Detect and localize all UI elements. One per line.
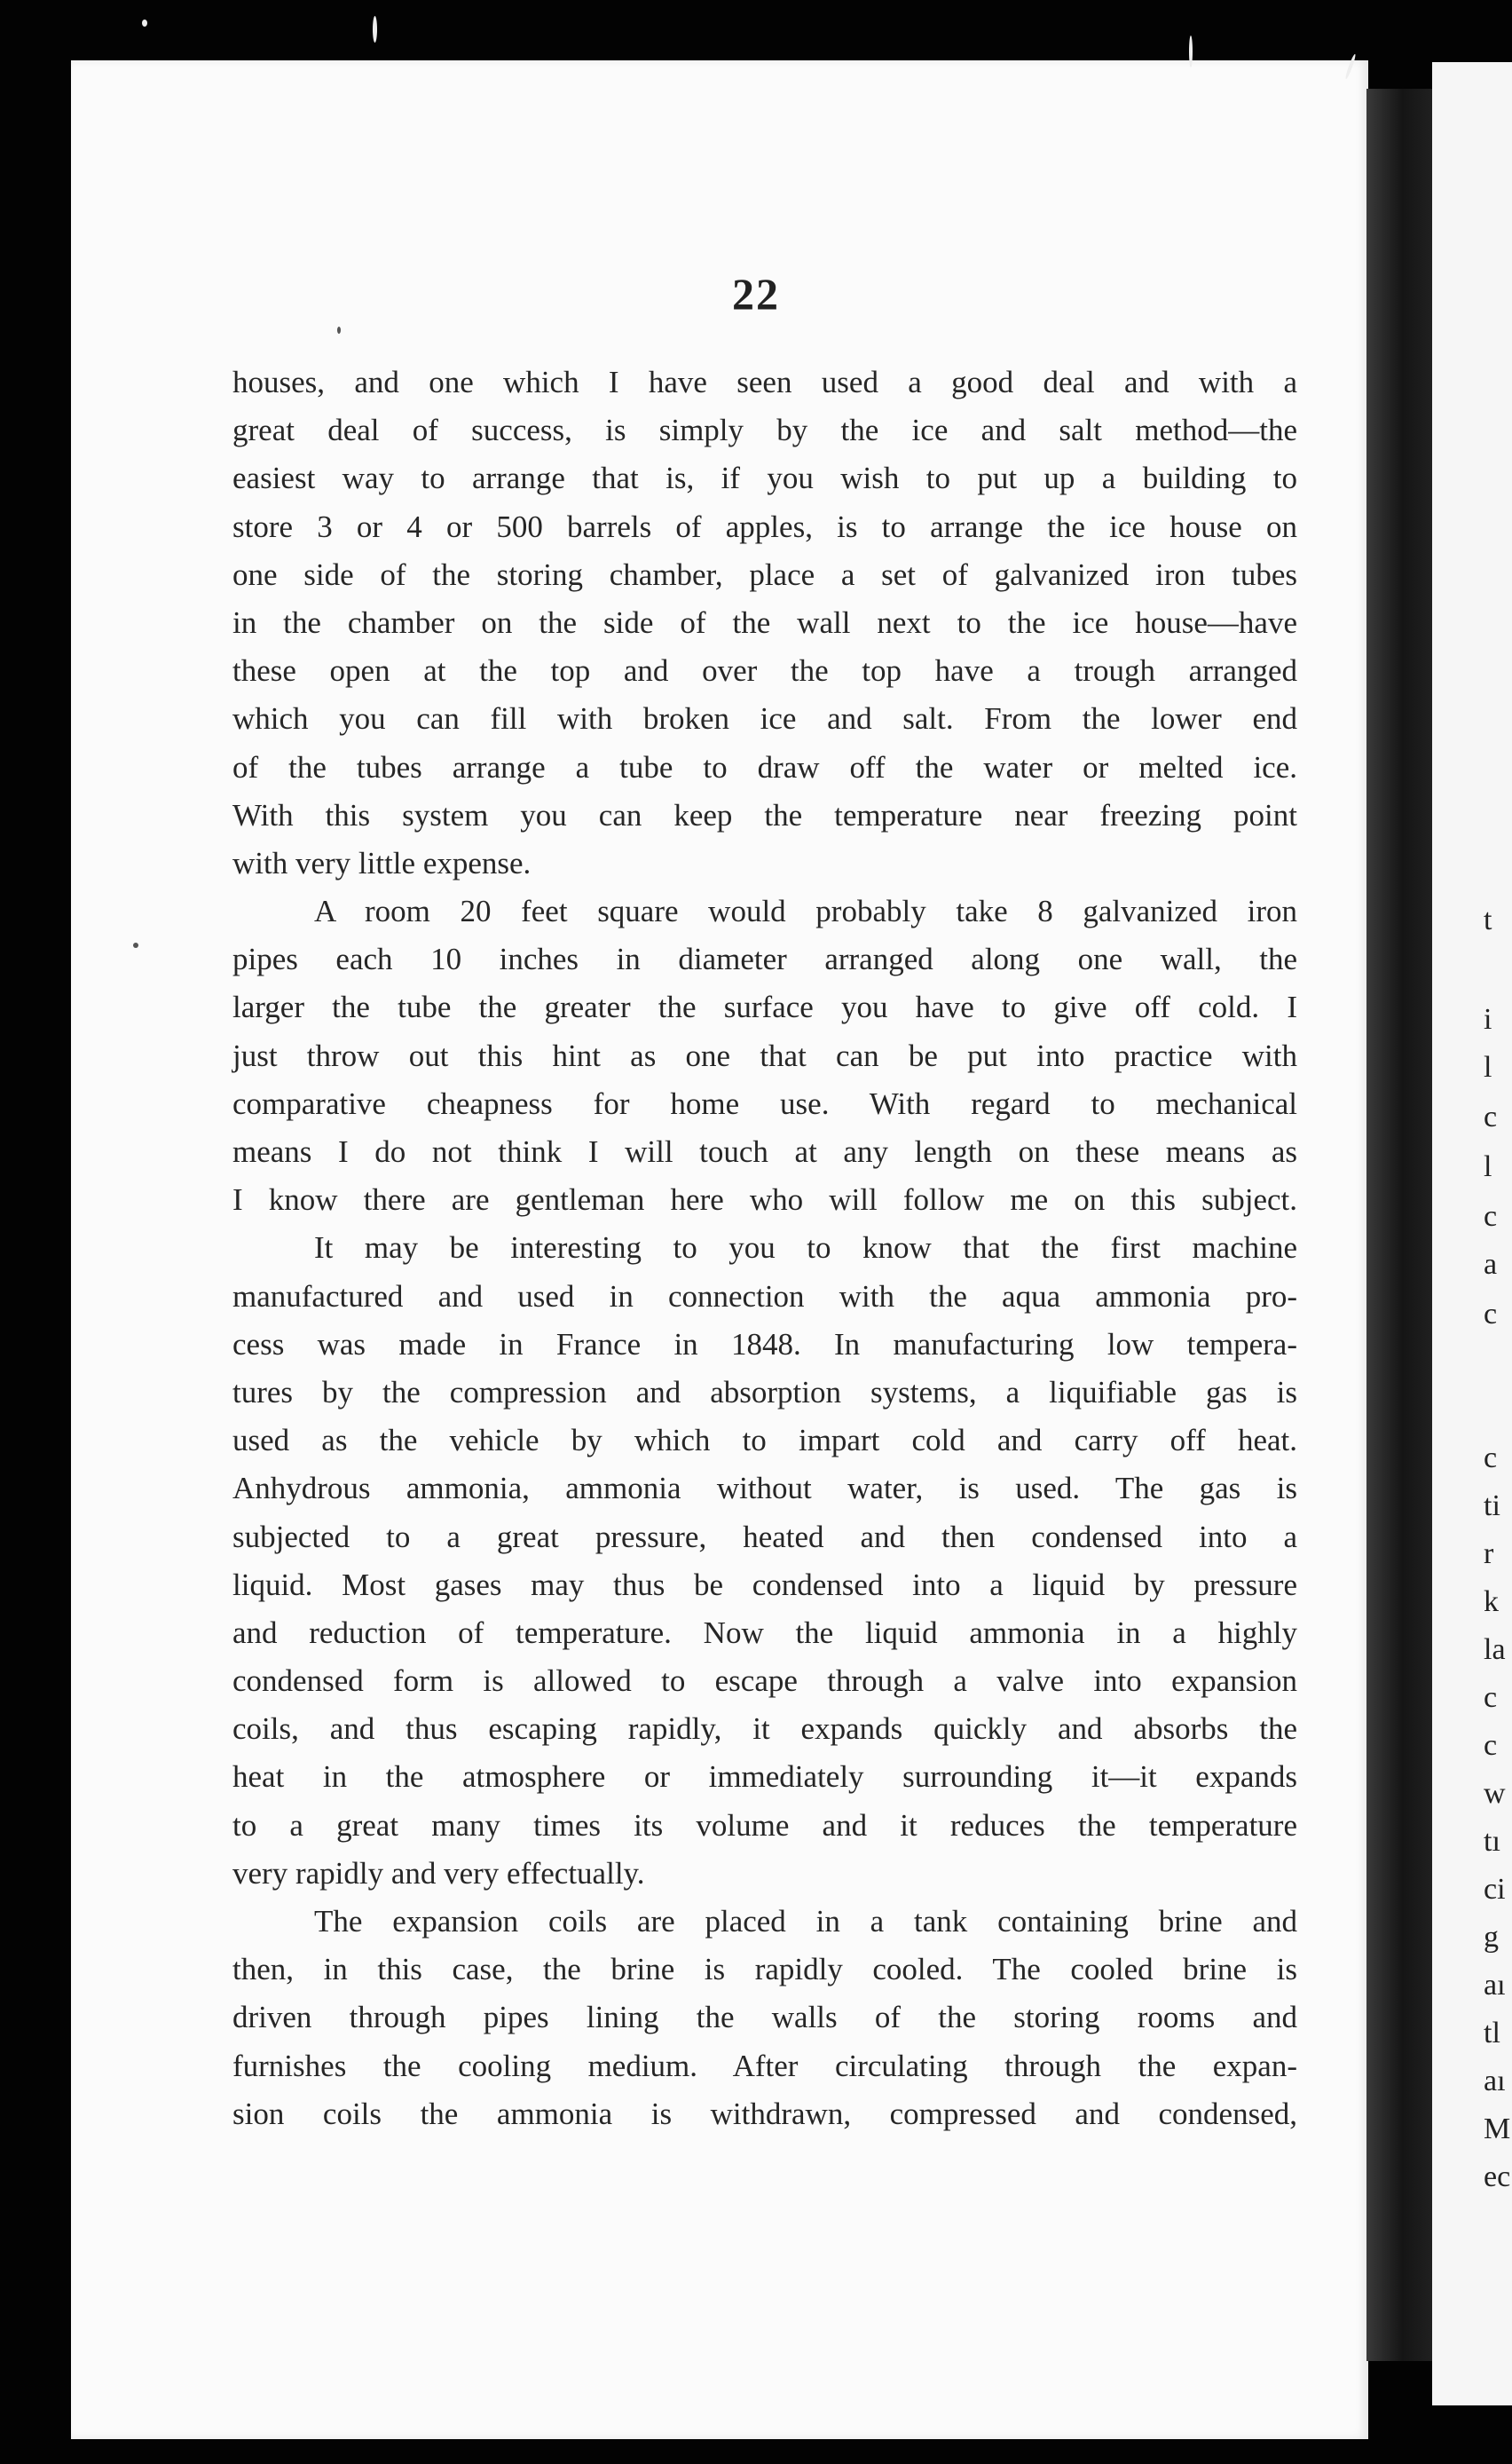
text-line: one side of the storing chamber, place a set of galvanized iron tubes: [232, 557, 1297, 592]
page-gutter-shadow: [1366, 89, 1432, 2361]
text-line: of the tubes arrange a tube to draw off the water or melted ice.: [232, 749, 1297, 785]
text-line: condensed form is allowed to escape through a valve into expansion: [232, 1663, 1297, 1699]
facing-page-fragment: c: [1484, 1200, 1498, 1233]
text-line: which you can fill with broken ice and salt. From the lower end: [232, 701, 1297, 737]
facing-page-fragment: l: [1484, 1051, 1492, 1084]
text-line: then, in this case, the brine is rapidly cooled. The cooled brine is: [232, 1952, 1297, 1987]
text-line: means I do not think I will touch at any length on these means as: [232, 1134, 1297, 1169]
page-body: [232, 359, 1297, 2138]
facing-page-fragment: r: [1484, 1537, 1494, 1570]
text-line: very rapidly and very effectually.: [232, 1855, 645, 1891]
text-line: driven through pipes lining the walls of the storing rooms and: [232, 2000, 1297, 2035]
page-number: 22: [732, 269, 780, 319]
facing-page-fragment: c: [1484, 1441, 1498, 1474]
facing-page-fragment: ec: [1484, 2160, 1511, 2193]
text-line: great deal of success, is simply by the ice and salt method—the: [232, 413, 1297, 448]
facing-page-fragment: c: [1484, 1729, 1498, 1762]
facing-page-fragment: g: [1484, 1921, 1499, 1954]
text-line: manufactured and used in connection with the aqua ammonia pro-: [232, 1278, 1297, 1314]
paragraph: [232, 359, 1297, 888]
facing-page-fragment: t: [1484, 904, 1492, 936]
paragraph: [232, 1224, 1297, 1898]
paragraph: [232, 888, 1297, 1224]
text-line: furnishes the cooling medium. After circulating through the expan-: [232, 2048, 1297, 2083]
text-line: and reduction of temperature. Now the liquid ammonia in a highly: [232, 1615, 1297, 1650]
text-line: to a great many times its volume and it reduces the temperature: [232, 1807, 1297, 1843]
text-line: just throw out this hint as one that can be put into practice with: [232, 1038, 1297, 1073]
text-line: sion coils the ammonia is withdrawn, compressed and condensed,: [232, 2096, 1297, 2131]
scan-speck: [337, 327, 341, 334]
text-line: Anhydrous ammonia, ammonia without water, is used. The gas is: [232, 1471, 1297, 1506]
facing-page-fragment: ci: [1484, 1873, 1506, 1906]
text-line: larger the tube the greater the surface you have to give off cold. I: [232, 990, 1297, 1025]
text-line: liquid. Most gases may thus be condensed into a liquid by pressure: [232, 1567, 1297, 1602]
facing-page-fragment: M: [1484, 2113, 1511, 2145]
facing-page-fragment: tı: [1484, 1825, 1500, 1858]
text-line: these open at the top and over the top have a trough arranged: [232, 653, 1297, 689]
scan-speck: [142, 20, 147, 27]
text-line: A room 20 feet square would probably take 8 galvanized iron: [314, 894, 1297, 929]
text-line: tures by the compression and absorption systems, a liquifiable gas is: [232, 1374, 1297, 1410]
facing-page-fragment: i: [1484, 1003, 1492, 1036]
text-line: in the chamber on the side of the wall next to the ice house—have: [232, 604, 1297, 640]
facing-page-edge: [1432, 62, 1512, 2405]
facing-page-fragment: k: [1484, 1585, 1499, 1618]
text-line: With this system you can keep the temperature near freezing point: [232, 797, 1297, 833]
text-line: pipes each 10 inches in diameter arranged along one wall, the: [232, 942, 1297, 977]
text-line: The expansion coils are placed in a tank containing brine and: [314, 1904, 1297, 1939]
paragraph: [232, 1898, 1297, 2138]
text-line: It may be interesting to you to know that the first machine: [314, 1230, 1297, 1266]
text-line: coils, and thus escaping rapidly, it expands quickly and absorbs the: [232, 1711, 1297, 1747]
text-line: comparative cheapness for home use. With regard to mechanical: [232, 1086, 1297, 1121]
facing-page-fragment: c: [1484, 1298, 1498, 1331]
text-line: subjected to a great pressure, heated and then condensed into a: [232, 1519, 1297, 1554]
facing-page-fragment: c: [1484, 1101, 1498, 1133]
text-line: cess was made in France in 1848. In manufacturing low tempera-: [232, 1326, 1297, 1362]
text-line: with very little expense.: [232, 845, 532, 881]
scan-speck: [373, 16, 377, 43]
text-line: houses, and one which I have seen used a good deal and with a: [232, 365, 1297, 399]
facing-page-fragment: la: [1484, 1633, 1506, 1666]
facing-page-fragment: ti: [1484, 1489, 1500, 1522]
scan-speck: [1189, 36, 1193, 67]
text-line: heat in the atmosphere or immediately surrounding it—it expands: [232, 1759, 1297, 1795]
text-line: store 3 or 4 or 500 barrels of apples, is to arrange the ice house on: [232, 509, 1297, 544]
facing-page-fragment: aı: [1484, 1969, 1506, 2002]
facing-page-fragment: c: [1484, 1681, 1498, 1714]
facing-page-fragment: tl: [1484, 2017, 1500, 2049]
facing-page-fragment: aı: [1484, 2065, 1506, 2097]
facing-page-fragment: l: [1484, 1150, 1492, 1183]
text-line: used as the vehicle by which to impart cold and carry off heat.: [232, 1423, 1297, 1458]
scan-speck: [133, 943, 138, 948]
text-line: easiest way to arrange that is, if you wish to put up a building to: [232, 461, 1297, 496]
facing-page-fragment: w: [1484, 1777, 1506, 1810]
facing-page-fragment: a: [1484, 1248, 1498, 1281]
text-line: I know there are gentleman here who will follow me on this subject.: [232, 1182, 1297, 1218]
